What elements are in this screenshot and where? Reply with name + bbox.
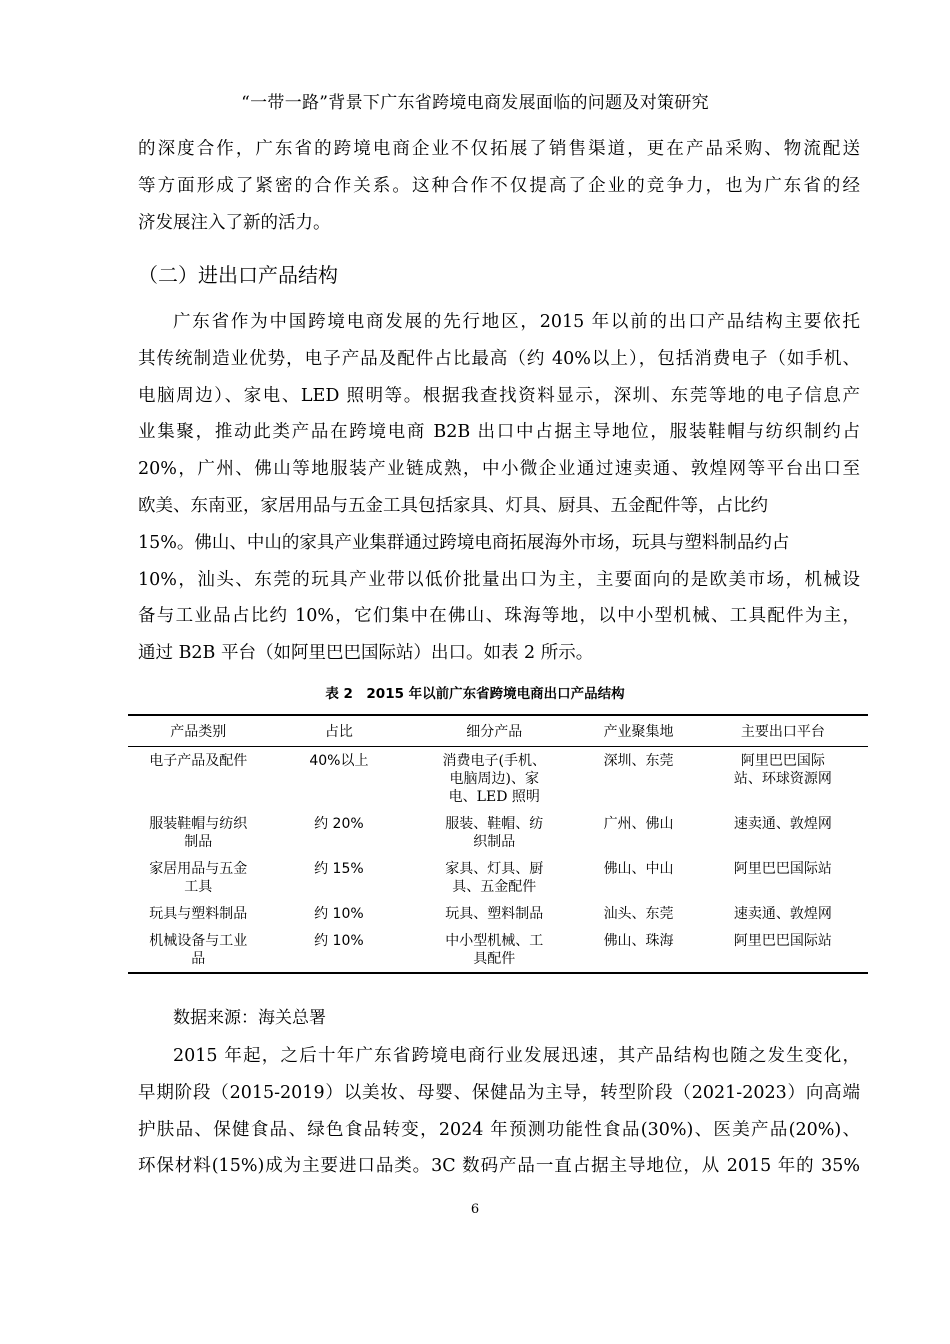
running-header-title: “一带一路”背景下广东省跨境电商发展面临的问题及对策研究 <box>241 93 709 113</box>
cell-line: 电脑周边)、家 <box>449 771 540 787</box>
column-header: 占比 <box>269 715 410 747</box>
subproduct-cell <box>409 747 579 811</box>
share-cell: 40%以上 <box>309 753 369 769</box>
text-line: 护肤品、保健食品、绿色食品转变，2024 年预测功能性食品(30%)、医美产品(20%)、 <box>138 1119 860 1140</box>
paragraph-import-structure <box>138 1038 860 1185</box>
text-line: 通过 B2B 平台（如阿里巴巴国际站）出口。如表 2 所示。 <box>138 643 594 664</box>
cell-line: 机械设备与工业 <box>149 933 248 949</box>
cell-line: 家具、灯具、厨 <box>445 861 544 877</box>
table-header-row <box>128 715 868 747</box>
column-header: 主要出口平台 <box>698 715 868 747</box>
text-line: 欧美、东南亚，家居用品与五金工具包括家具、灯具、厨具、五金配件等，占比约 <box>138 495 768 516</box>
platform-cell <box>698 747 868 811</box>
cluster-cell: 佛山、中山 <box>603 861 674 877</box>
cell-line: 中小型机械、工 <box>445 933 544 949</box>
subproduct-cell <box>409 810 579 855</box>
cell-line: 品 <box>191 951 206 967</box>
platform-cell <box>698 900 868 927</box>
text-line: 业集聚，推动此类产品在跨境电商 B2B 出口中占据主导地位，服装鞋帽与纺织制约占 <box>138 422 860 443</box>
text-line: 的深度合作，广东省的跨境电商企业不仅拓展了销售渠道，更在产品采购、物流配送 <box>138 139 860 159</box>
cell-line: 玩具与塑料制品 <box>149 906 248 922</box>
cell-line: 阿里巴巴国际站 <box>733 933 832 949</box>
share-cell: 约 10% <box>269 927 410 973</box>
column-header: 细分产品 <box>409 715 579 747</box>
cell-line: 家居用品与五金 <box>149 861 248 877</box>
cluster-cell: 汕头、东莞 <box>603 906 674 922</box>
cluster-cell: 广州、佛山 <box>603 816 674 832</box>
cell-line: 制品 <box>184 834 213 850</box>
table-row <box>128 927 868 973</box>
category-cell <box>128 900 269 927</box>
share-cell: 约 10% <box>314 906 364 922</box>
subproduct-cell <box>409 855 579 900</box>
paragraph-export-structure <box>138 304 860 672</box>
platform-cell <box>698 810 868 855</box>
page-number: 6 <box>470 1202 480 1217</box>
table-row <box>128 900 868 927</box>
table-caption: 表 2 2015 年以前广东省跨境电商出口产品结构 <box>325 686 625 702</box>
text-line: 等方面形成了紧密的合作关系。这种合作不仅提高了企业的竞争力，也为广东省的经 <box>138 175 860 196</box>
export-structure-table <box>128 714 868 974</box>
text-line: 环保材料(15%)成为主要进口品类。3C 数码产品一直占据主导地位，从 2015 年的 35% <box>138 1156 860 1177</box>
text-line: 10%，汕头、东莞的玩具产业带以低价批量出口为主，主要面向的是欧美市场，机械设 <box>138 569 860 590</box>
share-cell: 约 20% <box>314 816 364 832</box>
cell-line: 工具 <box>184 879 213 895</box>
table-row <box>128 810 868 855</box>
cell-line: 阿里巴巴国际 <box>740 753 825 769</box>
table-row <box>128 855 868 900</box>
cell-line: 电、LED 照明 <box>448 789 540 805</box>
cell-line: 消费电子(手机、 <box>442 753 547 769</box>
subproduct-cell <box>409 927 579 973</box>
paragraph-cooperation <box>138 131 860 241</box>
cluster-cell: 佛山、珠海 <box>579 927 697 973</box>
cell-line: 具配件 <box>473 951 516 967</box>
text-line: 电脑周边）、家电、LED 照明等。根据我查找资料显示，深圳、东莞等地的电子信息产 <box>138 385 860 406</box>
section-heading: （二）进出口产品结构 <box>138 263 338 287</box>
share-cell: 约 15% <box>314 861 364 877</box>
platform-cell <box>698 855 868 900</box>
cell-line: 速卖通、敦煌网 <box>733 816 832 832</box>
cell-line: 织制品 <box>473 834 516 850</box>
category-cell <box>128 855 269 900</box>
cell-line: 服装鞋帽与纺织 <box>149 816 248 832</box>
text-line: 其传统制造业优势，电子产品及配件占比最高（约 40%以上），包括消费电子（如手机、 <box>138 348 860 369</box>
subproduct-cell <box>409 900 579 927</box>
text-line: 早期阶段（2015-2019）以美妆、母婴、保健品为主导，转型阶段（2021-2023）向高端 <box>138 1082 860 1103</box>
platform-cell <box>698 927 868 973</box>
category-cell <box>128 927 269 973</box>
text-line: 20%，广州、佛山等地服装产业链成熟，中小微企业通过速卖通、敦煌网等平台出口至 <box>138 459 860 480</box>
cell-line: 服装、鞋帽、纺 <box>445 816 544 832</box>
text-line: 2015 年起，之后十年广东省跨境电商行业发展迅速，其产品结构也随之发生变化， <box>173 1046 860 1066</box>
text-line: 15%。佛山、中山的家具产业集群通过跨境电商拓展海外市场，玩具与塑料制品约占 <box>138 532 790 553</box>
text-line: 广东省作为中国跨境电商发展的先行地区，2015 年以前的出口产品结构主要依托 <box>173 312 860 332</box>
category-cell <box>128 747 269 811</box>
cell-line: 具、五金配件 <box>452 879 537 895</box>
cell-line: 玩具、塑料制品 <box>445 906 544 922</box>
column-header: 产品类别 <box>128 715 269 747</box>
cell-line: 阿里巴巴国际站 <box>733 861 832 877</box>
text-line: 济发展注入了新的活力。 <box>138 212 331 233</box>
cluster-cell: 深圳、东莞 <box>603 753 674 769</box>
text-line: 备与工业品占比约 10%，它们集中在佛山、珠海等地，以中小型机械、工具配件为主， <box>138 606 860 627</box>
category-cell <box>128 810 269 855</box>
data-source-note: 数据来源：海关总署 <box>173 1008 326 1028</box>
cell-line: 站、环球资源网 <box>733 771 832 787</box>
cell-line: 电子产品及配件 <box>149 753 248 769</box>
column-header: 产业聚集地 <box>579 715 697 747</box>
cell-line: 速卖通、敦煌网 <box>733 906 832 922</box>
table-row <box>128 747 868 811</box>
